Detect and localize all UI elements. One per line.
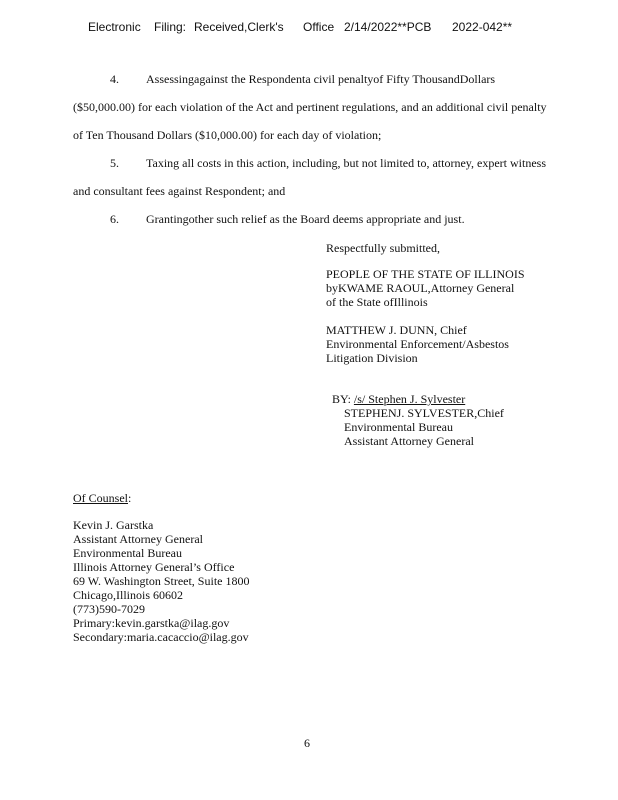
sylvester-line-3: Assistant Attorney General (344, 434, 474, 448)
closing-text: Respectfully submitted, (326, 241, 440, 255)
counsel-office: Illinois Attorney General’s Office (73, 560, 235, 574)
item-5-text-2: and consultant fees against Respondent; and (73, 184, 286, 198)
dunn-block (326, 323, 509, 365)
item-5-number: 5. (110, 156, 119, 170)
header-office: Office (303, 20, 335, 34)
of-counsel-label: Of Counsel (73, 491, 128, 505)
sylvester-line-1: STEPHENJ. SYLVESTER,Chief (344, 406, 504, 420)
counsel-title: Assistant Attorney General (73, 532, 203, 546)
counsel-primary-email: Primary:kevin.garstka@ilag.gov (73, 616, 230, 630)
sylvester-line-2: Environmental Bureau (344, 420, 453, 434)
counsel-secondary-email: Secondary:maria.cacaccio@ilag.gov (73, 630, 249, 644)
item-6-number: 6. (110, 212, 119, 226)
item-5-first-line (110, 156, 546, 171)
header-date: 2/14/2022**PCB (344, 20, 432, 34)
people-line-3: of the State ofIllinois (326, 295, 428, 309)
item-6-first-line (110, 212, 465, 227)
header-received: Received,Clerk's (194, 20, 284, 34)
dunn-line-2: Environmental Enforcement/Asbestos (326, 337, 509, 351)
item-5-text-1: Taxing all costs in this action, including, but not limited to, attorney, expert witness (146, 156, 546, 170)
people-line-1: PEOPLE OF THE STATE OF ILLINOIS (326, 267, 525, 281)
counsel-city: Chicago,Illinois 60602 (73, 588, 183, 602)
dunn-line-3: Litigation Division (326, 351, 418, 365)
item-4-text-1: Assessingagainst the Respondenta civil penaltyof Fifty ThousandDollars (146, 72, 496, 86)
sylvester-block (344, 406, 504, 448)
header-filing: Filing: (154, 20, 187, 34)
counsel-phone: (773)590-7029 (73, 602, 145, 616)
item-4-text-3: of Ten Thousand Dollars ($10,000.00) for each day of violation; (73, 128, 382, 142)
counsel-block (73, 518, 249, 644)
counsel-name: Kevin J. Garstka (73, 518, 154, 532)
counsel-bureau: Environmental Bureau (73, 546, 182, 560)
by-label: BY: (332, 392, 351, 406)
people-line-2: byKWAME RAOUL,Attorney General (326, 281, 515, 295)
people-block (326, 267, 525, 309)
item-4-number: 4. (110, 72, 119, 86)
counsel-street: 69 W. Washington Street, Suite 1800 (73, 574, 250, 588)
item-4-text-2: ($50,000.00) for each violation of the Act and pertinent regulations, and an additional civil penalty (73, 100, 547, 114)
header-electronic: Electronic (88, 20, 141, 34)
dunn-line-1: MATTHEW J. DUNN, Chief (326, 323, 467, 337)
by-line (332, 392, 465, 407)
header-case-number: 2022-042** (452, 20, 513, 34)
of-counsel-heading (73, 491, 131, 506)
item-4-first-line (110, 72, 495, 87)
item-6-text-1: Grantingother such relief as the Board deems appropriate and just. (146, 212, 465, 226)
electronic-signature: /s/ Stephen J. Sylvester (353, 392, 466, 406)
page-number: 6 (304, 736, 310, 750)
of-counsel-colon: : (128, 491, 132, 505)
